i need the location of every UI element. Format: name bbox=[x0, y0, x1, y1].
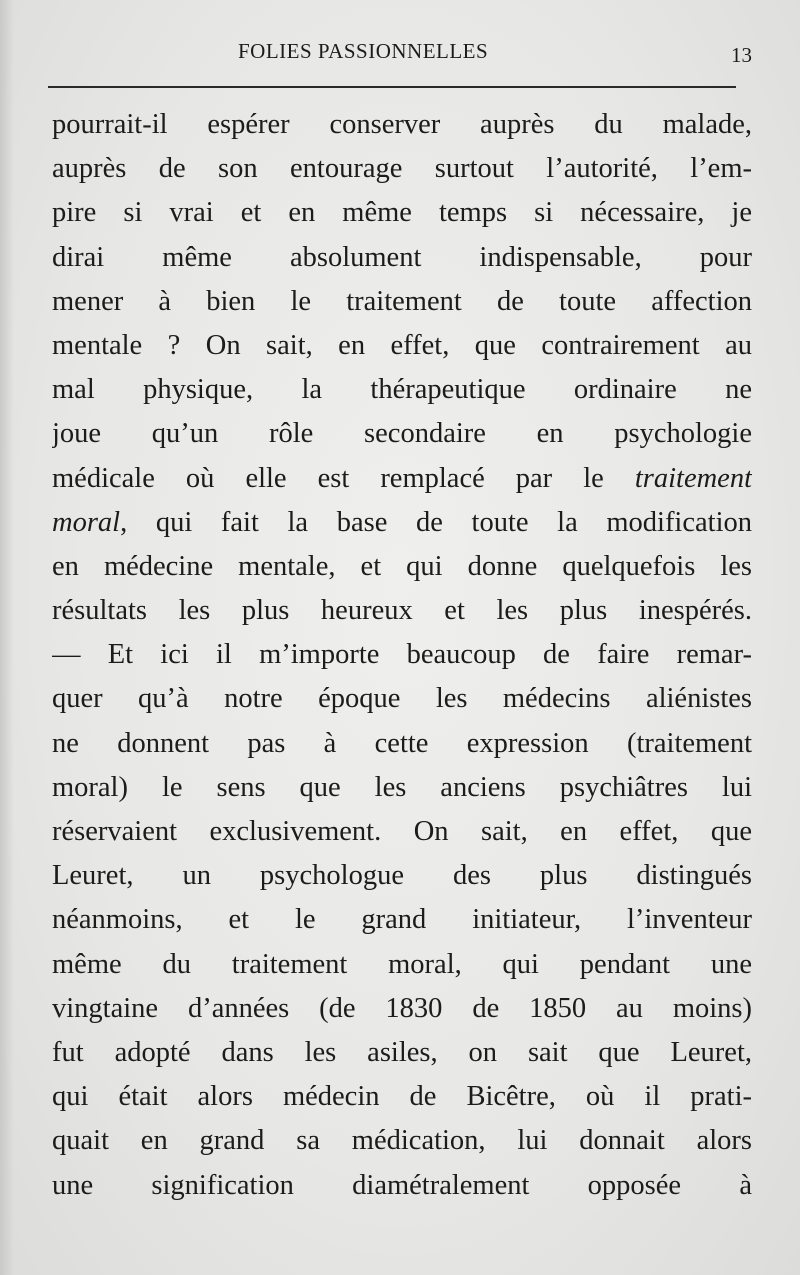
text-line: quer qu’à notre époque les médecins aliénistes bbox=[52, 683, 752, 715]
text-line: même du traitement moral, qui pendant une bbox=[52, 948, 752, 980]
text-line: — Et ici il m’importe beaucoup de faire remar- bbox=[52, 639, 752, 671]
text-line: une signification diamétralement opposée à bbox=[52, 1169, 752, 1201]
text-line: réservaient exclusivement. On sait, en effet, que bbox=[52, 816, 752, 847]
text-line: joue qu’un rôle secondaire en psychologie bbox=[52, 418, 752, 450]
text-line: qui était alors médecin de Bicêtre, où il prati- bbox=[52, 1081, 752, 1113]
text-line: auprès de son entourage surtout l’autorité, l’em- bbox=[52, 153, 752, 185]
text-line bbox=[52, 501, 752, 545]
text-line: fut adopté dans les asiles, on sait que Leuret, bbox=[52, 1036, 752, 1068]
text-line-end: , qui fait la base de toute la modification bbox=[120, 506, 752, 538]
text-line-start: médicale où elle est remplacé par le bbox=[52, 462, 635, 494]
text-line bbox=[52, 457, 752, 501]
text-line: pire si vrai et en même temps si nécessaire, je bbox=[52, 197, 752, 229]
text-line: vingtaine d’années (de 1830 de 1850 au moins) bbox=[52, 992, 752, 1024]
running-title: FOLIES PASSIONNELLES bbox=[238, 39, 489, 63]
page-number: 13 bbox=[731, 43, 752, 67]
body-text bbox=[52, 103, 752, 1208]
text-line: mener à bien le traitement de toute affection bbox=[52, 285, 752, 317]
header-rule bbox=[48, 86, 736, 88]
page-header bbox=[52, 36, 752, 76]
text-line: résultats les plus heureux et les plus inespérés. bbox=[52, 595, 752, 627]
text-line: mal physique, la thérapeutique ordinaire ne bbox=[52, 374, 752, 406]
text-line: quait en grand sa médication, lui donnait alors bbox=[52, 1125, 752, 1157]
text-line: Leuret, un psychologue des plus distingués bbox=[52, 860, 752, 892]
text-line: pourrait-il espérer conserver auprès du malade, bbox=[52, 109, 752, 140]
text-line: mentale ? On sait, en effet, que contrairement au bbox=[52, 329, 752, 361]
text-line: en médecine mentale, et qui donne quelquefois les bbox=[52, 550, 752, 582]
italic-term: traitement bbox=[634, 462, 752, 494]
text-line: néanmoins, et le grand initiateur, l’inventeur bbox=[52, 904, 752, 936]
text-line: moral) le sens que les anciens psychiâtres lui bbox=[52, 771, 752, 803]
text-line: ne donnent pas à cette expression (traitement bbox=[52, 727, 752, 759]
text-line: dirai même absolument indispensable, pour bbox=[52, 241, 752, 273]
italic-term: moral bbox=[52, 506, 121, 538]
page-gutter-shadow bbox=[0, 0, 14, 1275]
